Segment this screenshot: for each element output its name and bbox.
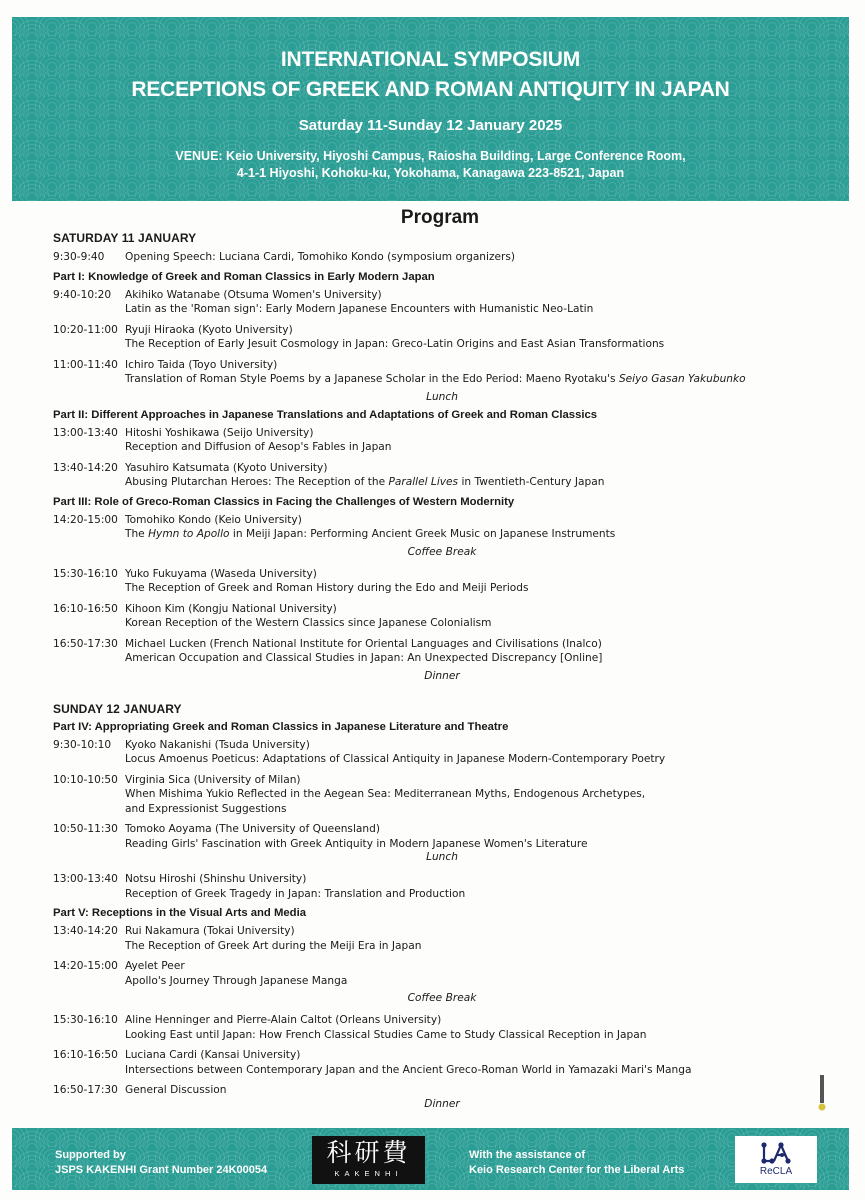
session-time: 9:30-10:10 [53, 738, 112, 751]
assistance-label: With the assistance of [469, 1149, 586, 1161]
speaker: Notsu Hiroshi (Shinshu University) [125, 873, 307, 885]
session [53, 1083, 843, 1098]
header-banner [12, 17, 849, 201]
session [53, 602, 843, 631]
day-heading-saturday: SATURDAY 11 JANUARY [53, 231, 197, 245]
speaker: Aline Henninger and Pierre-Alain Caltot (Orleans University) [125, 1014, 442, 1026]
kakenhi-logo [312, 1136, 425, 1184]
talk-title: Latin as the 'Roman sign': Early Modern Japanese Encounters with Humanistic Neo-Latin [125, 303, 594, 315]
day-heading-sunday: SUNDAY 12 JANUARY [53, 701, 182, 716]
talk-title: Intersections between Contemporary Japan and the Ancient Greco-Roman World in Yamazaki Mari's Manga [125, 1063, 692, 1076]
talk-title-continued: and Expressionist Suggestions [125, 802, 287, 815]
break-coffee: Coffee Break [407, 992, 477, 1004]
speaker: Yuko Fukuyama (Waseda University) [125, 567, 317, 580]
session-time: 11:00-11:40 [53, 358, 118, 371]
symposium-label: INTERNATIONAL SYMPOSIUM [280, 48, 581, 71]
session [53, 872, 843, 901]
session-time: 10:20-11:00 [53, 323, 118, 336]
talk-title: The Reception of Greek Art during the Meiji Era in Japan [125, 939, 422, 952]
speaker: Michael Lucken (French National Institute for Oriental Languages and Civilisations (Inalco) [125, 637, 602, 650]
recla-logo [735, 1136, 817, 1183]
session-time: 15:30-16:10 [53, 1014, 118, 1026]
session [53, 1013, 843, 1042]
session-time: 15:30-16:10 [53, 567, 118, 580]
session [53, 323, 843, 352]
part-2-title: Part II: Different Approaches in Japanese Translations and Adaptations of Greek and Roman Classics [53, 408, 598, 421]
talk-title: Abusing Plutarchan Heroes: The Reception of the Parallel Lives in Twentieth-Century Japan [125, 476, 605, 488]
venue-line-2: 4-1-1 Hiyoshi, Kohoku-ku, Yokohama, Kanagawa 223-8521, Japan [236, 166, 625, 180]
part-5-title: Part V: Receptions in the Visual Arts and Media [53, 907, 306, 919]
assistance-text [469, 1148, 684, 1178]
session-time: 9:40-10:20 [53, 288, 112, 301]
session [53, 637, 843, 666]
recla-label: ReCLA [759, 1166, 793, 1177]
part-1-title: Part I: Knowledge of Greek and Roman Classics in Early Modern Japan [53, 270, 435, 283]
session [53, 426, 843, 455]
sponsor-label: Supported by [55, 1149, 126, 1161]
session-text: Opening Speech: Luciana Cardi, Tomohiko Kondo (symposium organizers) [125, 251, 516, 263]
session [53, 959, 843, 988]
assistance-org: Keio Research Center for the Liberal Arts [469, 1164, 685, 1176]
speaker: Ayelet Peer [125, 960, 185, 972]
session [53, 288, 843, 317]
session-opening [53, 250, 843, 265]
venue [12, 148, 849, 182]
talk-title: The Reception of Early Jesuit Cosmology in Japan: Greco-Latin Origins and East Asian Transformations [125, 338, 665, 350]
speaker: Kihoon Kim (Kongju National University) [125, 602, 337, 615]
speaker: Kyoko Nakanishi (Tsuda University) [125, 738, 310, 751]
speaker: Ichiro Taida (Toyo University) [125, 358, 278, 371]
venue-line-1: VENUE: Keio University, Hiyoshi Campus, Raiosha Building, Large Conference Room, [175, 149, 686, 163]
break-lunch: Lunch [426, 851, 458, 863]
speaker: Tomohiko Kondo (Keio University) [125, 513, 302, 526]
session [53, 738, 843, 767]
kakenhi-kanji: 科研費 [326, 1138, 411, 1167]
talk-title: The Reception of Greek and Roman History during the Edo and Meiji Periods [125, 582, 529, 594]
session-time: 16:50-17:30 [53, 637, 118, 650]
break-dinner: Dinner [424, 1097, 460, 1110]
session [53, 1048, 843, 1077]
session-time: 10:10-10:50 [53, 773, 118, 786]
talk-title: Korean Reception of the Western Classics since Japanese Colonialism [125, 617, 492, 629]
session-time: 13:40-14:20 [53, 925, 118, 937]
session-text: General Discussion [125, 1084, 227, 1096]
talk-title: Apollo's Journey Through Japanese Manga [125, 974, 348, 987]
talk-title: Translation of Roman Style Poems by a Japanese Scholar in the Edo Period: Maeno Ryotaku's Seiyo Gasan Yakubunko [125, 373, 746, 385]
session [53, 773, 843, 817]
session [53, 358, 843, 387]
session [53, 924, 843, 953]
part-3-title: Part III: Role of Greco-Roman Classics in Facing the Challenges of Western Modernity [53, 495, 515, 508]
session-time: 9:30-9:40 [53, 251, 105, 263]
symposium-title: RECEPTIONS OF GREEK AND ROMAN ANTIQUITY IN JAPAN [131, 78, 730, 101]
kakenhi-roman: KAKENHI [334, 1169, 403, 1178]
talk-title: Reading Girls' Fascination with Greek Antiquity in Modern Japanese Women's Literature [125, 837, 588, 850]
session [53, 461, 843, 490]
recla-network-icon [758, 1142, 794, 1166]
session-time: 16:50-17:30 [53, 1084, 118, 1096]
speaker: Yasuhiro Katsumata (Kyoto University) [125, 461, 328, 474]
talk-title: Reception of Greek Tragedy in Japan: Translation and Production [125, 887, 466, 900]
talk-title: American Occupation and Classical Studies in Japan: An Unexpected Discrepancy [Online] [125, 652, 603, 664]
session-time: 10:50-11:30 [53, 823, 118, 835]
talk-title: When Mishima Yukio Reflected in the Aegean Sea: Mediterranean Myths, Endogenous Archetypes, [125, 788, 646, 800]
session-time: 14:20-15:00 [53, 513, 118, 526]
grant-number: JSPS KAKENHI Grant Number 24K00054 [55, 1164, 268, 1176]
speaker: Virginia Sica (University of Milan) [125, 773, 301, 786]
session-time: 16:10-16:50 [53, 602, 118, 615]
break-coffee: Coffee Break [407, 545, 477, 558]
break-dinner: Dinner [424, 669, 460, 682]
program [53, 207, 843, 1116]
session-time: 16:10-16:50 [53, 1049, 118, 1061]
session [53, 513, 843, 542]
talk-title: Locus Amoenus Poeticus: Adaptations of Classical Antiquity in Japanese Modern-Contemporary Poetry [125, 753, 666, 765]
talk-title: Reception and Diffusion of Aesop's Fables in Japan [125, 441, 392, 453]
session-time: 13:40-14:20 [53, 461, 118, 474]
session [53, 822, 843, 851]
break-lunch: Lunch [426, 390, 458, 403]
session-time: 14:20-15:00 [53, 960, 118, 972]
speaker: Luciana Cardi (Kansai University) [125, 1049, 301, 1061]
speaker: Rui Nakamura (Tokai University) [125, 925, 295, 937]
program-title: Program [400, 207, 480, 228]
speaker: Ryuji Hiraoka (Kyoto University) [125, 323, 293, 336]
symposium-dates: Saturday 11-Sunday 12 January 2025 [298, 117, 563, 134]
speaker: Tomoko Aoyama (The University of Queensland) [125, 823, 380, 835]
part-4-title: Part IV: Appropriating Greek and Roman Classics in Japanese Literature and Theatre [53, 720, 509, 733]
session [53, 567, 843, 596]
scanner-stamp-icon [818, 1075, 826, 1111]
talk-title: Looking East until Japan: How French Classical Studies Came to Study Classical Reception in Japan [125, 1028, 647, 1041]
speaker: Akihiko Watanabe (Otsuma Women's University) [125, 288, 382, 301]
session-time: 13:00-13:40 [53, 873, 118, 885]
talk-title: The Hymn to Apollo in Meiji Japan: Performing Ancient Greek Music on Japanese Instruments [125, 528, 616, 540]
sponsor-text [55, 1148, 267, 1178]
footer-banner [12, 1128, 849, 1190]
session-time: 13:00-13:40 [53, 426, 118, 439]
speaker: Hitoshi Yoshikawa (Seijo University) [125, 426, 314, 439]
